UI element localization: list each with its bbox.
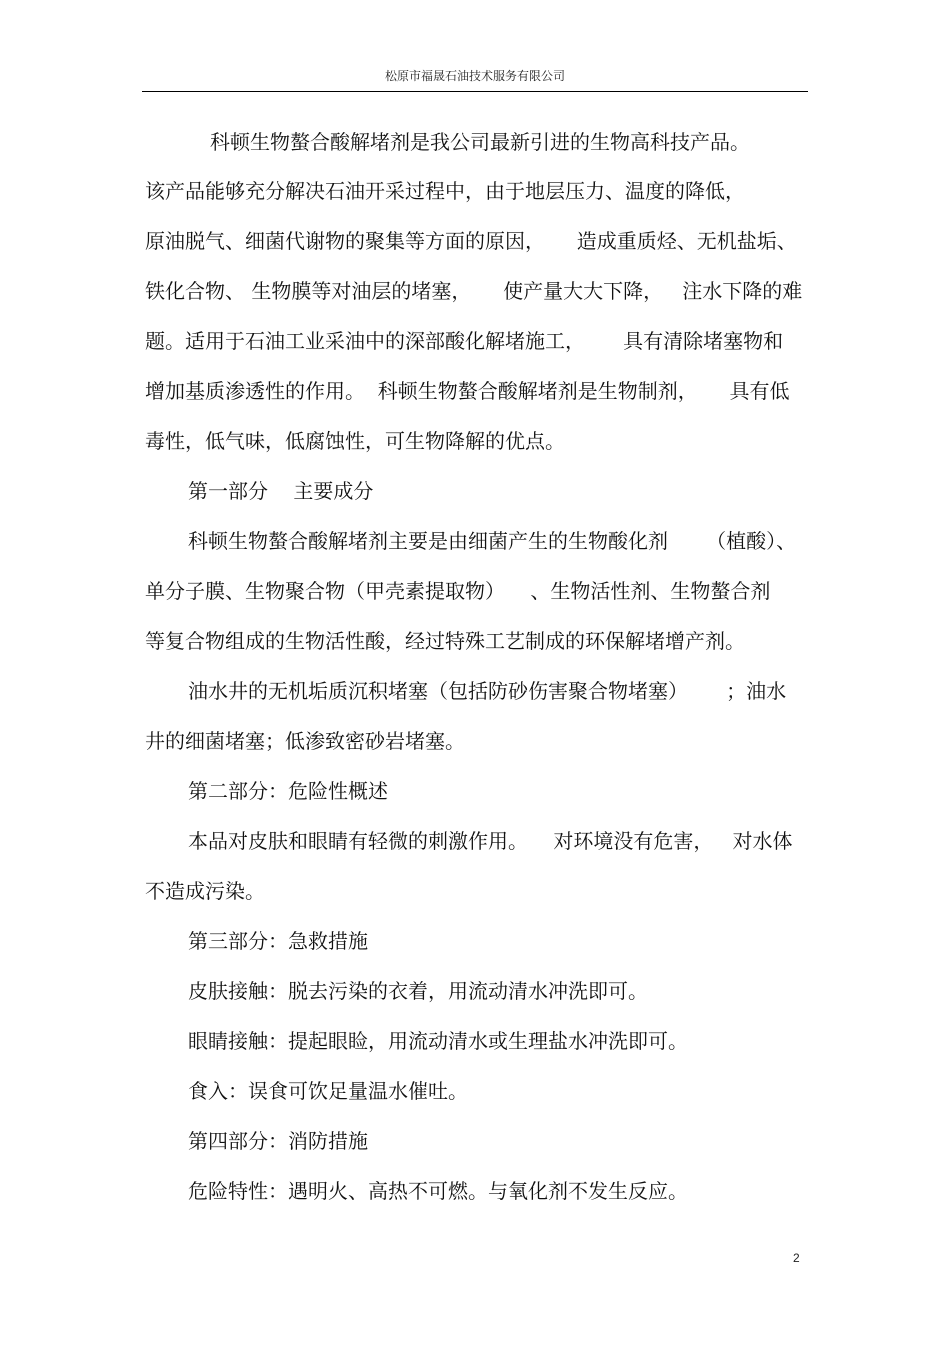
paragraph-line: 题。适用于石油工业采油中的深部酸化解堵施工， 具有清除堵塞物和 — [145, 329, 784, 353]
page-header: 松原市福晟石油技术服务有限公司 — [384, 69, 565, 83]
paragraph-line: 毒性，低气味，低腐蚀性，可生物降解的优点。 — [145, 429, 565, 453]
paragraph-line: 原油脱气、细菌代谢物的聚集等方面的原因， 造成重质烃、无机盐垢、 — [145, 229, 797, 253]
paragraph-line: 科顿生物螯合酸解堵剂主要是由细菌产生的生物酸化剂 （植酸）、 — [188, 529, 797, 553]
paragraph-line: 科顿生物螯合酸解堵剂是我公司最新引进的生物高科技产品。 — [210, 130, 750, 154]
section-heading: 第一部分 主要成分 — [188, 479, 374, 503]
paragraph-line: 等复合物组成的生物活性酸，经过特殊工艺制成的环保解堵增产剂。 — [145, 629, 745, 653]
paragraph-line: 油水井的无机垢质沉积堵塞（包括防砂伤害聚合物堵塞） ；油水 — [188, 679, 787, 703]
section-heading: 第三部分：急救措施 — [188, 929, 368, 953]
paragraph-line: 不造成污染。 — [145, 879, 265, 903]
paragraph-line: 井的细菌堵塞；低渗致密砂岩堵塞。 — [145, 729, 465, 753]
paragraph-line: 单分子膜、生物聚合物（甲壳素提取物） 、生物活性剂、生物螯合剂 — [145, 579, 771, 603]
paragraph-line: 增加基质渗透性的作用。 科顿生物螯合酸解堵剂是生物制剂， 具有低 — [145, 379, 790, 403]
paragraph-line: 本品对皮肤和眼睛有轻微的刺激作用。 对环境没有危害， 对水体 — [188, 829, 793, 853]
paragraph-line: 该产品能够充分解决石油开采过程中，由于地层压力、温度的降低， — [145, 179, 745, 203]
header-divider — [142, 91, 808, 92]
paragraph-line: 眼睛接触：提起眼睑，用流动清水或生理盐水冲洗即可。 — [188, 1029, 688, 1053]
paragraph-line: 铁化合物、 生物膜等对油层的堵塞， 使产量大大下降， 注水下降的难 — [145, 279, 803, 303]
section-heading: 第四部分：消防措施 — [188, 1129, 368, 1153]
paragraph-line: 皮肤接触：脱去污染的衣着，用流动清水冲洗即可。 — [188, 979, 648, 1003]
paragraph-line: 危险特性：遇明火、高热不可燃。与氧化剂不发生反应。 — [188, 1179, 688, 1203]
paragraph-line: 食入：误食可饮足量温水催吐。 — [188, 1079, 468, 1103]
section-heading: 第二部分：危险性概述 — [188, 779, 388, 803]
page-number: 2 — [793, 1251, 800, 1265]
